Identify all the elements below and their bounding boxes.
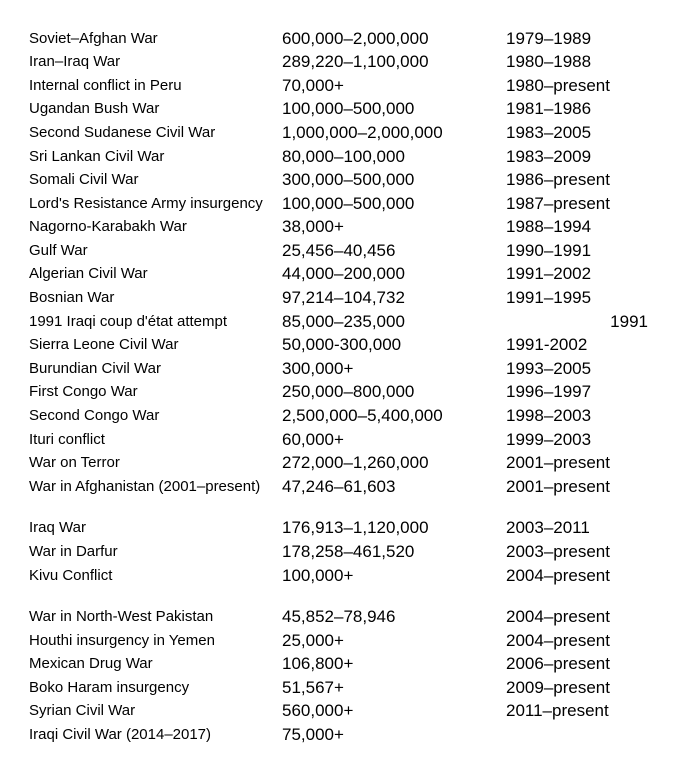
table-row [0,333,679,356]
conflict-name: Sierra Leone Civil War [29,336,179,353]
conflict-years: 1999–2003 [506,430,592,449]
table-row [0,475,679,498]
conflict-years: 1991 [610,312,648,331]
conflict-years: 1991-2002 [506,335,588,354]
table-row [0,50,679,73]
conflict-name: War on Terror [29,454,120,471]
table-row [0,404,679,427]
table-row [0,192,679,215]
table-row [0,168,679,191]
death-toll: 75,000+ [282,725,344,744]
conflict-name: Iraqi Civil War (2014–2017) [29,726,212,743]
conflict-years: 2001–present [506,453,610,472]
conflict-name: War in North-West Pakistan [29,608,214,625]
death-toll: 70,000+ [282,76,344,95]
conflict-years: 1980–1988 [506,52,592,71]
table-row [0,451,679,474]
conflict-name: Second Sudanese Civil War [29,124,216,141]
death-toll: 300,000–500,000 [282,170,415,189]
death-toll: 300,000+ [282,359,354,378]
death-toll: 100,000–500,000 [282,194,415,213]
conflict-name: Bosnian War [29,289,115,306]
conflict-years: 1998–2003 [506,406,592,425]
death-toll: 250,000–800,000 [282,382,415,401]
conflict-name: Nagorno-Karabakh War [29,218,187,235]
table-row [0,652,679,675]
conflict-name: Iraq War [29,519,86,536]
table-row [0,310,679,333]
conflict-years: 2011–present [506,701,609,720]
conflict-name: Algerian Civil War [29,265,148,282]
table-row [0,239,679,262]
conflict-years: 1981–1986 [506,99,592,118]
conflict-name: Boko Haram insurgency [29,679,190,696]
table-row [0,428,679,451]
table-row [0,723,679,746]
conflict-name: Ugandan Bush War [29,100,160,117]
table-row [0,380,679,403]
death-toll: 25,456–40,456 [282,241,396,260]
table-row [0,215,679,238]
table-row [0,121,679,144]
conflict-years: 1986–present [506,170,610,189]
death-toll: 80,000–100,000 [282,147,405,166]
conflict-years: 2003–present [506,542,610,561]
death-toll: 44,000–200,000 [282,264,405,283]
conflict-name: Iran–Iraq War [29,53,121,70]
death-toll: 25,000+ [282,631,344,650]
table-row [0,27,679,50]
conflict-name: Somali Civil War [29,171,139,188]
table-row [0,286,679,309]
conflict-name: Lord's Resistance Army insurgency [29,195,263,212]
death-toll: 289,220–1,100,000 [282,52,429,71]
death-toll: 97,214–104,732 [282,288,405,307]
death-toll: 60,000+ [282,430,344,449]
conflict-name: Second Congo War [29,407,160,424]
conflict-name: Gulf War [29,242,88,259]
table-row [0,357,679,380]
conflict-years: 1983–2005 [506,123,592,142]
table-row [0,605,679,628]
conflict-years: 1987–present [506,194,610,213]
table-row [0,676,679,699]
conflict-name: Houthi insurgency in Yemen [29,632,215,649]
conflict-name: War in Afghanistan (2001–present) [29,478,261,495]
conflict-years: 2004–present [506,566,610,585]
conflict-years: 1991–1995 [506,288,592,307]
death-toll: 50,000-300,000 [282,335,402,354]
conflict-years: 1990–1991 [506,241,592,260]
conflict-years: 1996–1997 [506,382,592,401]
death-toll: 1,000,000–2,000,000 [282,123,443,142]
table-row [0,540,679,563]
death-toll: 45,852–78,946 [282,607,396,626]
death-toll: 47,246–61,603 [282,477,396,496]
death-toll: 100,000–500,000 [282,99,415,118]
conflict-name: Ituri conflict [29,431,105,448]
death-toll: 2,500,000–5,400,000 [282,406,443,425]
death-toll: 106,800+ [282,654,354,673]
conflict-name: First Congo War [29,383,138,400]
conflict-years: 2004–present [506,607,610,626]
table-row [0,145,679,168]
conflict-name: Mexican Drug War [29,655,153,672]
conflict-name: War in Darfur [29,543,118,560]
conflict-years: 2006–present [506,654,610,673]
death-toll: 176,913–1,120,000 [282,518,429,537]
table-row [0,516,679,539]
table-row [0,97,679,120]
table-row [0,564,679,587]
table-row [0,699,679,722]
conflict-name: Internal conflict in Peru [29,77,182,94]
conflict-years: 1983–2009 [506,147,592,166]
conflict-years: 1979–1989 [506,29,592,48]
conflict-years: 1993–2005 [506,359,592,378]
conflict-years: 2001–present [506,477,610,496]
conflict-name: 1991 Iraqi coup d'état attempt [29,313,227,330]
conflict-years: 1988–1994 [506,217,592,236]
conflict-name: Burundian Civil War [29,360,161,377]
conflict-years: 2009–present [506,678,610,697]
table-row [0,629,679,652]
conflict-years: 1980–present [506,76,610,95]
conflict-years: 2004–present [506,631,610,650]
death-toll: 38,000+ [282,217,344,236]
conflict-name: Sri Lankan Civil War [29,148,165,165]
death-toll: 178,258–461,520 [282,542,415,561]
death-toll: 600,000–2,000,000 [282,29,429,48]
death-toll: 100,000+ [282,566,354,585]
conflict-name: Soviet–Afghan War [29,30,158,47]
table-row [0,74,679,97]
conflict-years: 2003–2011 [506,518,590,537]
death-toll: 272,000–1,260,000 [282,453,429,472]
conflict-name: Kivu Conflict [29,567,113,584]
conflict-years: 1991–2002 [506,264,592,283]
conflict-name: Syrian Civil War [29,702,136,719]
table-row [0,262,679,285]
death-toll: 85,000–235,000 [282,312,405,331]
death-toll: 560,000+ [282,701,354,720]
death-toll: 51,567+ [282,678,344,697]
